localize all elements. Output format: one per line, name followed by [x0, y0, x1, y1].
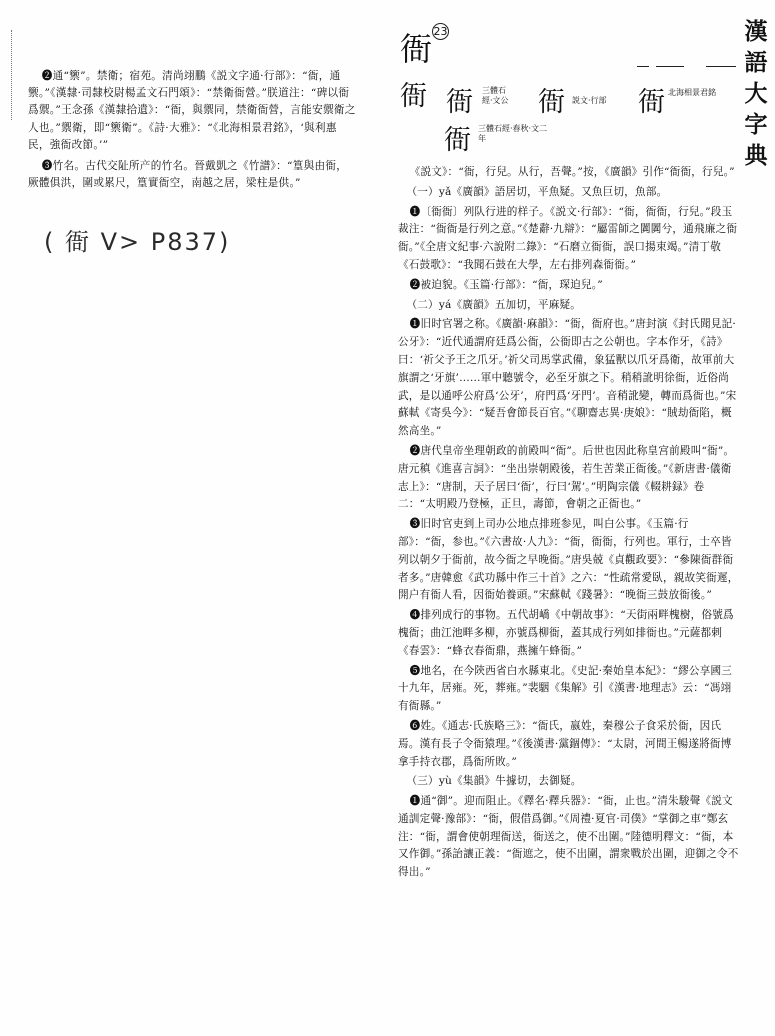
left-column-text — [28, 68, 358, 196]
handwritten-annotation: ( 衙 V> P837) — [44, 228, 231, 256]
variant-glyph: 衙 — [538, 87, 565, 118]
sense-paragraph: ❶旧时官署之称。《廣韻·麻韻》：“衙，衙府也。”唐封演《封氏聞見記·公牙》：“近代通謂府廷爲公衙，公衙即古之公朝也。字本作牙，《詩》曰：‘祈父予王之爪牙。’祈父司馬掌武備，象猛獸以爪牙爲衛，故軍前大旗謂之‘牙旗’……軍中聽號令，必至牙旗之下。稍稍訛明徐衙，近俗尚武，是以通呼公府爲‘公牙’，府門爲‘牙門’。音稍訛變，轉而爲衙也。”宋蘇軾《寄吳今》：“疑吾會節長百官。”《聊齋志異·庚娘》：“賊劫衙陷，概然高坐。” — [398, 318, 737, 438]
title-char: 漢 — [744, 18, 768, 45]
dictionary-title-vertical — [740, 16, 772, 171]
title-char: 典 — [744, 142, 768, 169]
left-paragraph: ❸竹名。古代交阯所产的竹名。晉戴凱之《竹譜》：“篁與由衙，厥體俱洪，圍或累尺，篁實衙空，南越之居，梁柱是供。” — [28, 160, 348, 190]
variant-glyph: 衙 — [446, 87, 473, 118]
dictionary-entry — [398, 164, 740, 884]
sense-paragraph: ❶通“御”。迎而阻止。《釋名·釋兵器》：“衙，止也。”清朱駿聲《説文通訓定聲·豫部》：“衙，假借爲御。”《周禮·夏官·司僕》“掌御之車”鄭玄注：“衙，謂會使朝理衙送，衙送之，使不出圍。”陸德明釋文：“衙，本又作御。”孫詒讓正義：“衙遮之，使不出圍，謂衆戰於出圍，迎御之令不得出。” — [398, 795, 739, 879]
reading-heading: （三）yù《集韻》牛據切，去御疑。 — [406, 775, 582, 788]
variant-source-note: 三體石經·文公 — [482, 86, 509, 105]
variant-glyph: 衙 — [444, 125, 471, 156]
variant-source-note: 北海相景君銘 — [668, 88, 716, 97]
reading-heading: （二）yá《廣韻》五加切，平麻疑。 — [406, 298, 582, 311]
margin-dotted-line — [11, 30, 12, 120]
variant-source-note: 三體石經·春秋·文二年 — [478, 124, 548, 143]
entry-paragraph: 《説文》：“衙，行兒。从行，吾聲。”按，《廣韻》引作“衙衙，行兒。” — [409, 166, 735, 178]
title-char: 語 — [744, 49, 768, 76]
header-dash-3 — [706, 66, 736, 67]
title-char: 大 — [744, 80, 768, 107]
sense-paragraph: ❷唐代皇帝坐理朝政的前殿叫“衙”。后世也因此称皇宫前殿叫“衙”。唐元稹《進喜言詞》：“坐出崇朝殿後，若生苦業正衙後。”《新唐書·儀衛志上》：“唐制，天子居曰‘衙’，行曰‘駕’。”明陶宗儀《輟耕録》卷二：“太明殿乃登極，正旦，壽節，會朝之正衙也。” — [398, 444, 735, 511]
sense-paragraph: ❻姓。《通志·氏族略三》：“衙氏，嬴姓，秦穆公子食采於衙，因氏焉。漢有長子令衙猿理。”《後漢書·黨錮傳》：“太尉，河間王暢遂將衙博拿手持衣郡，爲衙所敗。” — [398, 719, 732, 768]
sense-paragraph: ❺地名，在今陝西省白水縣東北。《史記·秦始皇本紀》：“繆公享國三十九年，居雍。死，葬雍。”裴駰《集解》引《漢書·地理志》云：“馮翊有衙縣。” — [398, 664, 733, 713]
sense-paragraph: ❶〔衙衙〕列队行进的样子。《説文·行部》：“衙，衙衙，行兒。”段玉裁注：“衙衙是行列之意。”《楚辭·九辯》：“屬雷師之闐闐兮，通飛廉之衙衙。”《全唐文紀事·六說附二錄》：“石磨立衙衙，誤口揚束竭。”清丁敬《石鼓歌》：“我聞石鼓在大學，左右排列森衙衙。” — [398, 205, 738, 271]
header-dash-2 — [656, 66, 684, 67]
variant-source-note: 説文·行部 — [572, 96, 607, 105]
variant-glyph: 衙 — [400, 81, 427, 112]
sense-paragraph: ❸旧时官吏到上司办公地点排班参见，叫白公事。《玉篇·行部》：“衙，参也。”《六書故·人九》：“衙，衙衙，行列也。軍行，士卒皆列以朝夕于衙前，故今衙之早晚衙。”唐吳兢《貞觀政要》：“參陳衙群衙者多。”唐韓愈《武功縣中作三十首》之六：“性疏常愛臥，親故笑衙遲，開户有衙人看，因衙始養頭。”宋蘇軾《踐暑》：“晚衙三鼓放衙後。” — [398, 518, 739, 602]
variant-glyph: 衙 — [638, 87, 665, 118]
circled-number: 23 — [433, 25, 448, 38]
title-char: 字 — [744, 111, 768, 138]
sense-paragraph: ❹排列成行的事物。五代胡嶠《中朝故事》：“天街兩畔槐樹，俗號爲槐衙；曲江池畔多柳，亦號爲柳衙，蓋其成行列如排衙也。”元薩都剌《春雲》：“蜂衣春衙鼎，燕擁午蜂衙。” — [398, 609, 734, 657]
reading-heading: （一）yǎ《廣韻》語居切，平魚疑。又魚巨切，魚部。 — [406, 185, 668, 198]
sense-paragraph: ❷被迫貌。《玉篇·行部》：“衙，琛迫兒。” — [409, 278, 603, 291]
header-dash-1 — [637, 66, 649, 67]
left-paragraph: ❷通“籞”。禁衛；宿苑。清尚翊鵬《説文字通·行部》：“衙，通籞。”《漢隸·司隸校尉楊孟文石門頌》：“禁衛衙營。”朕道注：“碑以衙爲禦。”王念孫《漢隸拾遺》：“衙，與禦同，禁衛衙營，言能安禦衛之人也。”禦衛，即“籞衛”。《詩·大雅》：“《北海相景君銘》，‘與利惠民，強衙改節。’” — [28, 70, 356, 151]
headword: 衙 — [400, 30, 433, 68]
